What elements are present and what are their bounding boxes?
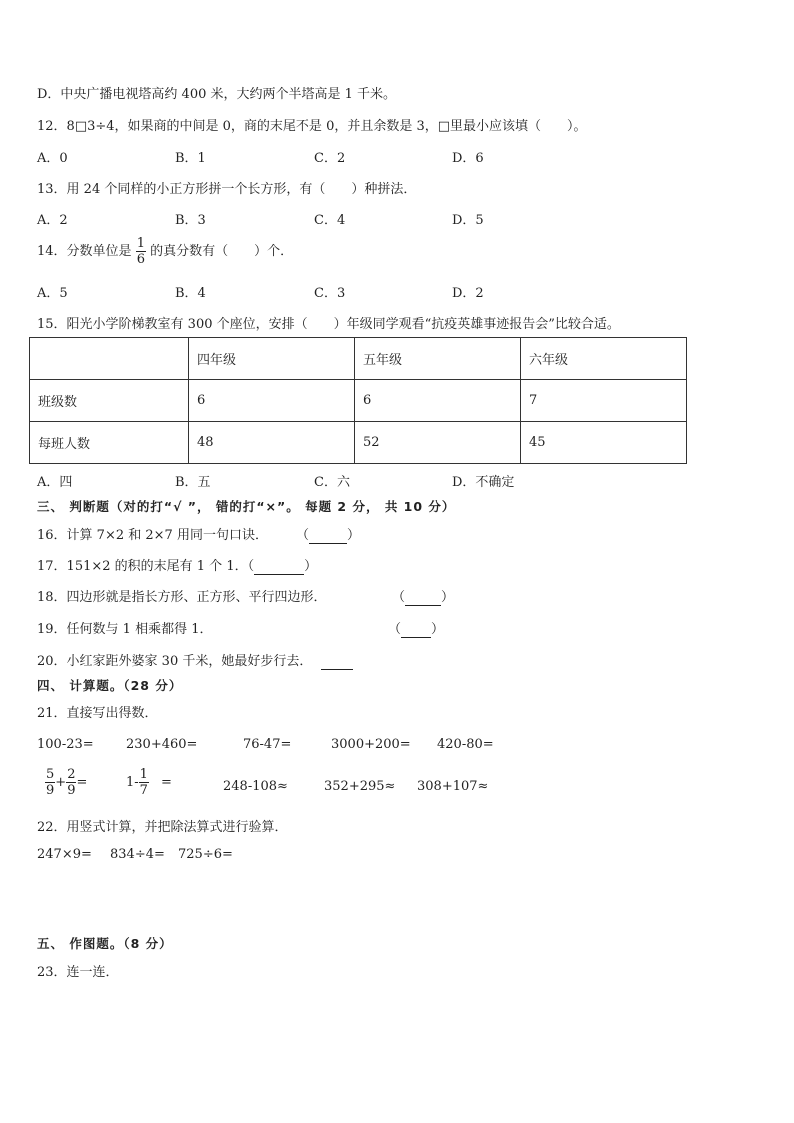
q19-answer-blank[interactable]	[401, 622, 431, 638]
q16-answer	[296, 524, 360, 544]
q18-answer	[392, 586, 454, 606]
q21-item-9: 352+295≈	[324, 779, 396, 794]
table-cell: 每班人数	[30, 422, 189, 464]
q21-stem: 21．直接写出得数．	[37, 706, 158, 721]
q19-answer	[388, 618, 444, 638]
q14-stem-after: 的真分数有（ ）个．	[150, 244, 294, 259]
q13-option-b: B．3	[175, 213, 206, 228]
table-cell: 7	[521, 380, 687, 422]
q17-answer-close: ）	[304, 559, 318, 574]
fraction-numerator: 1	[139, 767, 148, 782]
section5-title: 五、 作图题。（8 分）	[37, 936, 173, 951]
q15-stem: 15．阳光小学阶梯教室有 300 个座位，安排（ ）年级同学观看“抗疫英雄事迹报告会”比较合适。	[37, 317, 620, 332]
q14-fraction-denominator: 6	[136, 252, 145, 267]
section3-title: 三、 判断题（对的打“√ ”， 错的打“×”。 每题 2 分， 共 10 分）	[37, 499, 456, 514]
q13-option-c: C．4	[314, 213, 346, 228]
q12-stem: 12．8□3÷4，如果商的中间是 0，商的末尾不是 0，并且余数是 3，□里最小应该填（ ）。	[37, 119, 587, 134]
equals-sign: =	[76, 775, 88, 790]
q12-option-b: B．1	[175, 151, 206, 166]
q14-option-c: C．3	[314, 286, 346, 301]
q19-answer-open: （	[388, 622, 402, 637]
q18-stem: 18．四边形就是指长方形、正方形、平行四边形．	[37, 590, 327, 605]
q13-option-d: D．5	[452, 213, 484, 228]
q12-option-d: D．6	[452, 151, 484, 166]
q14-option-b: B．4	[175, 286, 206, 301]
q19-answer-close: ）	[431, 622, 445, 637]
q16-answer-blank[interactable]	[309, 528, 347, 544]
equals-sign: =	[160, 775, 172, 790]
q13-stem: 13．用 24 个同样的小正方形拼一个长方形，有（ ）种拼法．	[37, 182, 417, 197]
table-cell: 52	[355, 422, 521, 464]
q21-item-4: 3000+200=	[331, 737, 411, 752]
q15-option-a: A．四	[37, 475, 73, 490]
q21-fraction-sum	[45, 767, 87, 798]
q22-stem: 22．用竖式计算，并把除法算式进行验算．	[37, 820, 288, 835]
q21-item-2: 230+460=	[126, 737, 198, 752]
q18-answer-close: ）	[441, 590, 455, 605]
fraction-denominator: 9	[67, 783, 76, 798]
q21-fraction-diff	[126, 767, 172, 798]
q19-stem: 19．任何数与 1 相乘都得 1．	[37, 622, 213, 637]
table-row	[30, 338, 687, 380]
prefix: 1-	[126, 775, 139, 790]
q16-stem: 16．计算 7×2 和 2×7 用同一句口诀．	[37, 528, 268, 543]
q20-stem	[37, 650, 353, 670]
table-cell: 6	[189, 380, 355, 422]
table-row	[30, 422, 687, 464]
q21-item-8: 248-108≈	[223, 779, 288, 794]
q11-option-d: D．中央广播电视塔高约 400 米，大约两个半塔高是 1 千米。	[37, 87, 397, 102]
q17-text: 17．151×2 的积的末尾有 1 个 1．（	[37, 559, 255, 574]
q23-stem: 23．连一连．	[37, 965, 119, 980]
table-header-grade5: 五年级	[355, 338, 521, 380]
fraction	[66, 767, 76, 798]
q22-item-2: 834÷4=	[110, 847, 165, 862]
q15-table	[29, 337, 687, 464]
q15-option-d: D．不确定	[452, 475, 515, 490]
table-cell: 45	[521, 422, 687, 464]
q16-answer-close: ）	[347, 528, 361, 543]
table-header-grade6: 六年级	[521, 338, 687, 380]
table-cell	[30, 338, 189, 380]
q21-item-5: 420-80=	[437, 737, 494, 752]
fraction-denominator: 9	[46, 783, 55, 798]
q17-answer-blank[interactable]	[254, 559, 304, 575]
section4-title: 四、 计算题。（28 分）	[37, 678, 183, 693]
q14-stem-before: 14．分数单位是	[37, 244, 132, 259]
q18-answer-open: （	[392, 590, 406, 605]
q21-item-1: 100-23=	[37, 737, 94, 752]
fraction	[139, 767, 149, 798]
table-cell: 班级数	[30, 380, 189, 422]
q14-option-d: D．2	[452, 286, 484, 301]
q15-option-b: B．五	[175, 475, 211, 490]
q20-answer-blank[interactable]	[321, 654, 353, 670]
q21-item-10: 308+107≈	[417, 779, 489, 794]
q14-stem	[37, 236, 293, 267]
q21-item-3: 76-47=	[243, 737, 292, 752]
plus-sign: +	[55, 775, 67, 790]
q22-item-1: 247×9=	[37, 847, 92, 862]
q14-fraction-numerator: 1	[136, 236, 145, 251]
q20-text: 20．小红家距外婆家 30 千米，她最好步行去．	[37, 654, 313, 669]
table-header-grade4: 四年级	[189, 338, 355, 380]
q14-fraction	[136, 236, 146, 267]
q14-option-a: A．5	[37, 286, 68, 301]
fraction-denominator: 7	[139, 783, 148, 798]
table-row	[30, 380, 687, 422]
fraction	[45, 767, 55, 798]
fraction-numerator: 5	[46, 767, 55, 782]
q13-option-a: A．2	[37, 213, 68, 228]
q16-answer-open: （	[296, 528, 310, 543]
q18-answer-blank[interactable]	[405, 590, 441, 606]
q22-item-3: 725÷6=	[178, 847, 233, 862]
q12-option-a: A．0	[37, 151, 68, 166]
table-cell: 6	[355, 380, 521, 422]
fraction-numerator: 2	[67, 767, 76, 782]
q12-option-c: C．2	[314, 151, 346, 166]
q15-option-c: C．六	[314, 475, 350, 490]
q17-stem	[37, 555, 317, 575]
table-cell: 48	[189, 422, 355, 464]
